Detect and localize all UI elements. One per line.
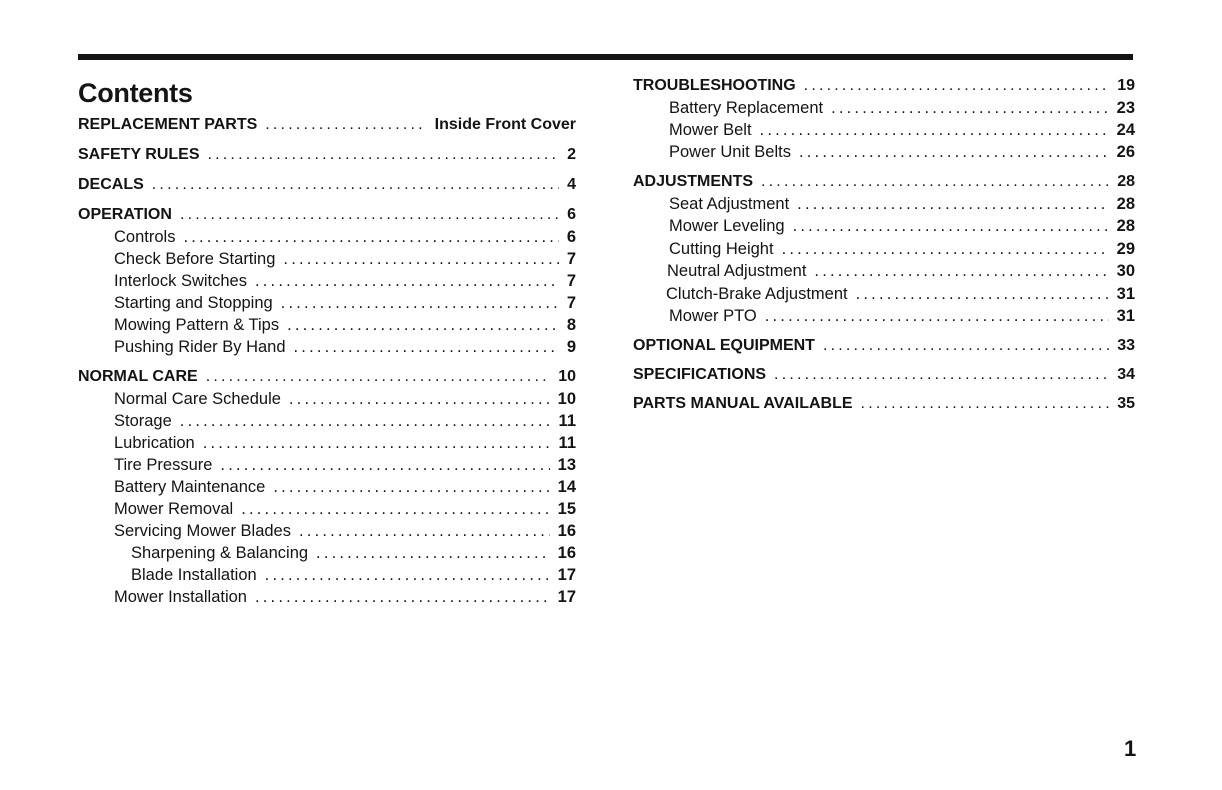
toc-dot-leader	[814, 262, 1108, 281]
toc-entry-label: Battery Maintenance	[114, 478, 266, 496]
toc-dot-leader	[287, 316, 559, 335]
toc-subentry	[78, 478, 576, 500]
toc-entry-label: Mower Installation	[114, 588, 247, 606]
toc-entry-page: 10	[557, 390, 576, 408]
toc-section-entry	[78, 116, 576, 138]
toc-subentry	[633, 262, 1135, 284]
toc-dot-leader	[281, 294, 559, 313]
toc-dot-leader	[765, 307, 1109, 326]
toc-entry-page: 19	[1117, 77, 1135, 94]
page-title: Contents	[78, 78, 193, 108]
toc-section-entry	[78, 368, 576, 390]
toc-entry-label: Mower PTO	[669, 307, 757, 325]
toc-entry-label: SPECIFICATIONS	[633, 366, 767, 383]
toc-dot-leader	[255, 272, 559, 291]
toc-entry-page: 4	[567, 176, 576, 193]
toc-dot-leader	[265, 566, 550, 585]
toc-subentry	[78, 228, 576, 250]
toc-dot-leader	[273, 478, 549, 497]
toc-entry-page: 10	[558, 368, 576, 385]
toc-subentry	[78, 522, 576, 544]
toc-entry-page: 28	[1116, 195, 1135, 213]
toc-dot-leader	[861, 395, 1110, 413]
toc-dot-leader	[804, 77, 1110, 95]
toc-dot-leader	[294, 338, 559, 357]
toc-entry-label: TROUBLESHOOTING	[633, 77, 796, 94]
toc-entry-page: 31	[1116, 307, 1135, 325]
toc-entry-label: OPTIONAL EQUIPMENT	[633, 337, 815, 354]
toc-entry-label: DECALS	[78, 176, 144, 193]
toc-entry-label: Cutting Height	[669, 240, 774, 258]
toc-subentry	[78, 544, 576, 566]
toc-section-entry	[78, 146, 576, 168]
toc-dot-leader	[823, 337, 1109, 355]
toc-entry-label: Sharpening & Balancing	[131, 544, 309, 562]
toc-entry-page: 34	[1117, 366, 1135, 383]
toc-entry-label: OPERATION	[78, 206, 172, 223]
toc-dot-leader	[206, 368, 551, 386]
toc-dot-leader	[299, 522, 550, 541]
page-number: 1	[1124, 736, 1137, 761]
toc-dot-leader	[316, 544, 550, 563]
toc-subentry	[78, 338, 576, 360]
toc-entry-page: 7	[566, 250, 576, 268]
toc-entry-label: Blade Installation	[131, 566, 257, 584]
toc-dot-leader	[220, 456, 549, 475]
toc-entry-page: 23	[1116, 99, 1135, 117]
toc-subentry	[633, 285, 1135, 307]
toc-section-entry	[633, 366, 1135, 388]
toc-subentry	[78, 434, 576, 456]
toc-subentry	[78, 412, 576, 434]
toc-section-entry	[633, 395, 1135, 417]
toc-entry-label: Neutral Adjustment	[667, 262, 807, 280]
toc-dot-leader	[180, 412, 551, 431]
toc-entry-label: Mower Removal	[114, 500, 234, 518]
toc-entry-label: Controls	[114, 228, 176, 246]
toc-entry-page: 13	[557, 456, 576, 474]
toc-entry-page: 8	[566, 316, 576, 334]
toc-entry-page: 9	[566, 338, 576, 356]
toc-entry-label: Battery Replacement	[669, 99, 824, 117]
toc-entry-label: Clutch-Brake Adjustment	[666, 285, 848, 303]
toc-entry-label: Storage	[114, 412, 172, 430]
toc-dot-leader	[203, 434, 551, 453]
toc-subentry	[78, 588, 576, 610]
toc-entry-page: 7	[566, 294, 576, 312]
toc-entry-page: 6	[566, 228, 576, 246]
top-rule	[78, 54, 1133, 60]
toc-section-entry	[633, 337, 1135, 359]
toc-dot-leader	[265, 116, 426, 134]
toc-subentry	[78, 456, 576, 478]
toc-subentry	[633, 121, 1135, 143]
toc-entry-label: Normal Care Schedule	[114, 390, 281, 408]
toc-dot-leader	[793, 217, 1109, 236]
toc-dot-leader	[856, 285, 1109, 304]
toc-subentry	[78, 272, 576, 294]
toc-entry-label: Mower Leveling	[669, 217, 785, 235]
toc-entry-label: Mowing Pattern & Tips	[114, 316, 280, 334]
toc-subentry	[633, 240, 1135, 262]
toc-entry-page: 11	[558, 434, 576, 452]
toc-entry-label: ADJUSTMENTS	[633, 173, 754, 190]
toc-dot-leader	[799, 143, 1109, 162]
toc-section-entry	[633, 77, 1135, 99]
toc-dot-leader	[241, 500, 549, 519]
toc-entry-page: 26	[1116, 143, 1135, 161]
toc-entry-page: Inside Front Cover	[434, 116, 576, 133]
toc-entry-label: Seat Adjustment	[669, 195, 790, 213]
toc-section-entry	[633, 173, 1135, 195]
toc-entry-page: 16	[557, 522, 576, 540]
toc-entry-page: 28	[1116, 217, 1135, 235]
toc-entry-label: NORMAL CARE	[78, 368, 198, 385]
toc-entry-page: 31	[1116, 285, 1135, 303]
toc-dot-leader	[183, 228, 558, 247]
toc-subentry	[633, 99, 1135, 121]
toc-dot-leader	[283, 250, 558, 269]
toc-subentry	[633, 143, 1135, 165]
toc-subentry	[78, 500, 576, 522]
toc-subentry	[633, 195, 1135, 217]
toc-subentry	[78, 250, 576, 272]
toc-dot-leader	[289, 390, 550, 409]
toc-dot-leader	[208, 146, 560, 164]
toc-entry-page: 15	[557, 500, 576, 518]
toc-entry-page: 30	[1116, 262, 1135, 280]
toc-subentry	[78, 566, 576, 588]
toc-entry-page: 11	[558, 412, 576, 430]
toc-entry-label: Check Before Starting	[114, 250, 276, 268]
toc-entry-label: Servicing Mower Blades	[114, 522, 291, 540]
toc-dot-leader	[831, 99, 1109, 118]
toc-subentry	[78, 294, 576, 316]
toc-entry-label: REPLACEMENT PARTS	[78, 116, 258, 133]
toc-section-entry	[78, 176, 576, 198]
toc-entry-page: 17	[557, 566, 576, 584]
toc-entry-label: Pushing Rider By Hand	[114, 338, 286, 356]
toc-entry-label: Tire Pressure	[114, 456, 213, 474]
toc-entry-label: PARTS MANUAL AVAILABLE	[633, 395, 853, 412]
toc-entry-page: 29	[1116, 240, 1135, 258]
toc-entry-label: Mower Belt	[669, 121, 752, 139]
toc-entry-page: 6	[567, 206, 576, 223]
toc-section-entry	[78, 206, 576, 228]
toc-dot-leader	[761, 173, 1109, 191]
toc-subentry	[633, 307, 1135, 329]
toc-entry-page: 33	[1117, 337, 1135, 354]
toc-entry-label: Starting and Stopping	[114, 294, 273, 312]
toc-entry-page: 28	[1117, 173, 1135, 190]
toc-subentry	[633, 217, 1135, 239]
toc-entry-label: Lubrication	[114, 434, 195, 452]
toc-dot-leader	[760, 121, 1109, 140]
toc-entry-label: Interlock Switches	[114, 272, 247, 290]
toc-subentry	[78, 316, 576, 338]
toc-dot-leader	[180, 206, 559, 224]
toc-entry-page: 24	[1116, 121, 1135, 139]
toc-dot-leader	[255, 588, 550, 607]
toc-entry-label: Power Unit Belts	[669, 143, 791, 161]
toc-entry-page: 17	[557, 588, 576, 606]
toc-subentry	[78, 390, 576, 412]
toc-dot-leader	[774, 366, 1109, 384]
toc-entry-label: SAFETY RULES	[78, 146, 200, 163]
toc-dot-leader	[797, 195, 1108, 214]
toc-entry-page: 14	[557, 478, 576, 496]
toc-entry-page: 35	[1117, 395, 1135, 412]
toc-entry-page: 7	[566, 272, 576, 290]
toc-dot-leader	[152, 176, 559, 194]
toc-entry-page: 2	[567, 146, 576, 163]
toc-dot-leader	[782, 240, 1109, 259]
toc-entry-page: 16	[557, 544, 576, 562]
